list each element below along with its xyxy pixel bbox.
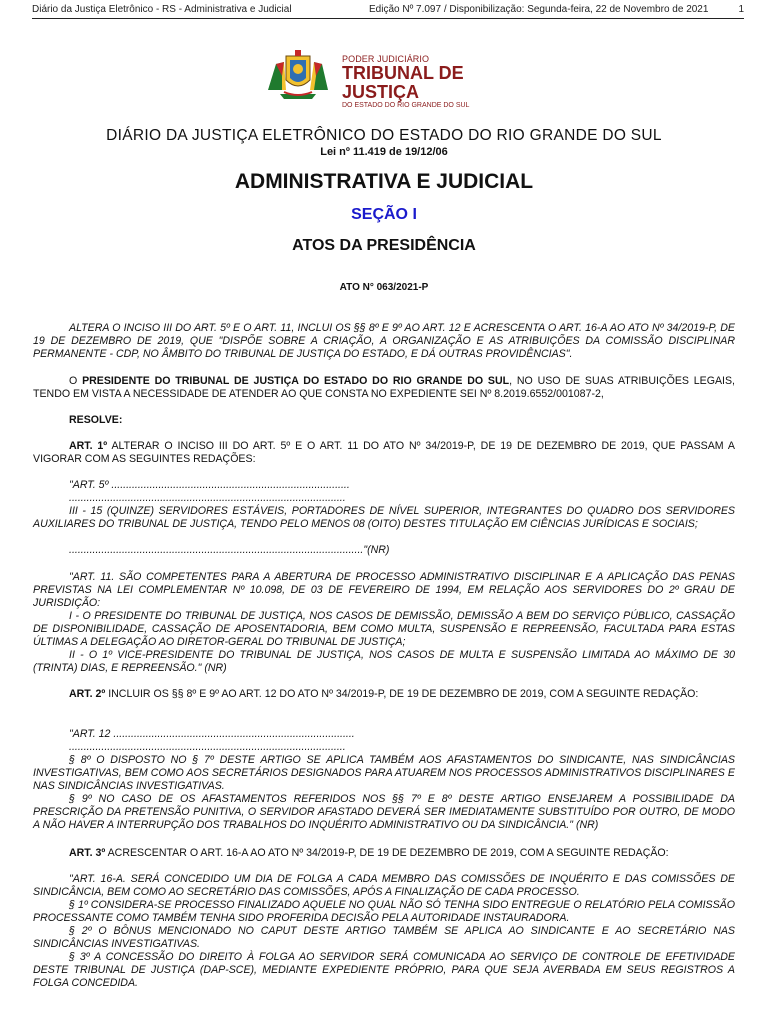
logo-text <box>342 54 522 109</box>
art5-end: ...................................................................................................."(NR) <box>69 544 390 556</box>
page-number: 1 <box>738 4 744 15</box>
diario-title: DIÁRIO DA JUSTIÇA ELETRÔNICO DO ESTADO DO RIO GRANDE DO SUL <box>106 127 662 144</box>
art16a-paragraph-1: § 1º CONSIDERA-SE PROCESSO FINALIZADO AQUELE NO QUAL NÃO SÓ TENHA SIDO ENTREGUE O RELATÓRIO PELA COMISSÃO PROCESSANTE COMO TAMBÉM TENHA SIDO PROFERIDA DECISÃO PELA AUTORIDADE INSTAURADORA. <box>33 899 735 924</box>
ementa-paragraph: ALTERA O INCISO III DO ART. 5º E O ART. 11, INCLUI OS §§ 8º E 9º AO ART. 12 E ACRESCENTA O ART. 16-A AO ATO Nº 34/2019-P, DE 19 DE DEZEMBRO DE 2019, QUE "DISPÕE SOBRE A CRIAÇÃO, A ORGANIZAÇÃO E AS ATRIBUIÇÕES DA COMISSÃO DISCIPLINAR PERMANENTE - CDP, NO ÂMBITO DO TRIBUNAL DE JUSTIÇA DO ESTADO, E DÁ OUTRAS PROVIDÊNCIAS". <box>33 322 735 360</box>
presidente-paragraph <box>33 375 735 401</box>
art1-paragraph <box>33 440 735 466</box>
art2-label: ART. 2º <box>69 688 106 700</box>
logo-line-2: TRIBUNAL DE JUSTIÇA <box>342 63 464 102</box>
edition-info: Edição Nº 7.097 / Disponibilização: Segunda-feira, 22 de Novembro de 2021 <box>369 4 709 15</box>
art16a-paragraph-2: § 2º O BÔNUS MENCIONADO NO CAPUT DESTE ARTIGO TAMBÉM SE APLICA AO SINDICANTE E AO SECRETÁRIO NAS SINDICÂNCIAS INVESTIGATIVAS. <box>33 925 735 950</box>
art1-label: ART. 1º <box>69 440 108 452</box>
journal-name: Diário da Justiça Eletrônico - RS - Administrativa e Judicial <box>32 4 292 15</box>
art3-label: ART. 3º <box>69 847 106 859</box>
art12-line-2: .............................................................................................. <box>69 741 346 753</box>
art1-text: ALTERAR O INCISO III DO ART. 5º E O ART. 11 DO ATO Nº 34/2019-P, DE 19 DE DEZEMBRO DE 2019, QUE PASSAM A VIGORAR COM AS SEGUINTES REDAÇÕES: <box>33 440 735 465</box>
art3-text: ACRESCENTAR O ART. 16-A AO ATO Nº 34/2019-P, DE 19 DE DEZEMBRO DE 2019, COM A SEGUINTE REDAÇÃO: <box>105 847 669 859</box>
running-header <box>32 4 744 18</box>
logo-line-3: DO ESTADO DO RIO GRANDE DO SUL <box>342 102 470 109</box>
art5-line-1: "ART. 5º ................................................................................. <box>69 479 350 491</box>
section-title: SEÇÃO I <box>351 206 417 223</box>
court-logo <box>262 46 522 109</box>
ato-number: ATO N° 063/2021-P <box>339 282 429 293</box>
presidente-title: PRESIDENTE DO TRIBUNAL DE JUSTIÇA DO ESTADO DO RIO GRANDE DO SUL <box>82 375 510 387</box>
art12-paragraph-9: § 9º NO CASO DE OS AFASTAMENTOS REFERIDOS NOS §§ 7º E 8º DESTE ARTIGO ENSEJAREM A POSSIBILIDADE DA PRESCRIÇÃO DA PRETENSÃO PUNITIVA, O SERVIDOR AFASTADO DEVERÁ SER IMEDIATAMENTE SUBSTITUÍDO POR OUTRO, DE MODO A NÃO HAVER A INTERRUPÇÃO DOS TRABALHOS DO INQUÉRITO ADMINISTRATIVO OU DA SINDICÂNCIA." (NR) <box>33 793 735 831</box>
header-rule <box>32 18 744 19</box>
presidente-o: O <box>69 375 83 387</box>
art5-inciso-iii: III - 15 (QUINZE) SERVIDORES ESTÁVEIS, PORTADORES DE NÍVEL SUPERIOR, INTEGRANTES DO QUADRO DOS SERVIDORES AUXILIARES DO TRIBUNAL DE JUSTIÇA, TENDO PELO MENOS 08 (OITO) DESTES TITULAÇÃO EM CIÊNCIAS JURÍDICAS E SOCIAIS; <box>33 505 735 530</box>
atos-title: ATOS DA PRESIDÊNCIA <box>292 237 476 254</box>
main-title: ADMINISTRATIVA E JUDICIAL <box>234 170 534 193</box>
art11-caput: "ART. 11. SÃO COMPETENTES PARA A ABERTURA DE PROCESSO ADMINISTRATIVO DISCIPLINAR E A APLICAÇÃO DAS PENAS PREVISTAS NA LEI COMPLEMENTAR Nº 10.098, DE 03 DE FEVEREIRO DE 1994, EM RELAÇÃO AOS SERVIDORES DO 2º GRAU DE JURISDIÇÃO: <box>33 571 735 609</box>
lei-subtitle: Lei nº 11.419 de 19/12/06 <box>320 146 448 158</box>
art5-line-2: .............................................................................................. <box>69 492 346 504</box>
art16a-caput: "ART. 16-A. SERÁ CONCEDIDO UM DIA DE FOLGA A CADA MEMBRO DAS COMISSÕES DE INQUÉRITO E DAS COMISSÕES DE SINDICÂNCIA, BEM COMO AO SECRETÁRIO DAS COMISSÕES, APÓS A FINALIZAÇÃO DE CADA PROCESSO. <box>33 873 735 898</box>
presidente-rest: , NO USO DE SUAS ATRIBUIÇÕES LEGAIS, TENDO EM VISTA A NECESSIDADE DE ATENDER AO QUE CONSTA NO EXPEDIENTE SEI Nº 8.2019.6552/001087-2, <box>33 375 736 400</box>
logo-line-1: PODER JUDICIÁRIO <box>342 54 430 64</box>
art11-inciso-i: I - O PRESIDENTE DO TRIBUNAL DE JUSTIÇA, NOS CASOS DE DEMISSÃO, DEMISSÃO A BEM DO SERVIÇO PÚBLICO, CASSAÇÃO DE DISPONIBILIDADE, CASSAÇÃO DE APOSENTADORIA, BEM COMO MULTA, SUSPENSÃO E REPREENSÃO, FACULTADA PARA ESTAS ÚLTIMAS A DELEGAÇÃO AO DIRETOR-GERAL DO TRIBUNAL DE JUSTIÇA; <box>33 610 735 648</box>
art12-line-1: "ART. 12 .................................................................................. <box>69 728 355 740</box>
art2-text: INCLUIR OS §§ 8º E 9º AO ART. 12 DO ATO Nº 34/2019-P, DE 19 DE DEZEMBRO DE 2019, COM A SEGUINTE REDAÇÃO: <box>105 688 699 700</box>
art3-paragraph <box>33 847 735 860</box>
art2-paragraph <box>33 688 735 701</box>
art11-inciso-ii: II - O 1º VICE-PRESIDENTE DO TRIBUNAL DE JUSTIÇA, NOS CASOS DE MULTA E SUSPENSÃO LIMITADA AO MÁXIMO DE 30 (TRINTA) DIAS, E REPREENSÃO." (NR) <box>33 649 735 674</box>
resolve-label: RESOLVE: <box>69 414 123 426</box>
art12-paragraph-8: § 8º O DISPOSTO NO § 7º DESTE ARTIGO SE APLICA TAMBÉM AOS AFASTAMENTOS DO SINDICANTE, NAS SINDICÂNCIAS INVESTIGATIVAS, BEM COMO AOS SECRETÁRIOS DESIGNADOS PARA ATUAREM NOS PROCESSOS ADMINISTRATIVOS DISCIPLINARES E NAS SINDICÂNCIAS INVESTIGATIVAS. <box>33 754 735 792</box>
art16a-paragraph-3: § 3º A CONCESSÃO DO DIREITO À FOLGA AO SERVIDOR SERÁ COMUNICADA AO SERVIÇO DE CONTROLE DE EFETIVIDADE DESTE TRIBUNAL DE JUSTIÇA (DAP-SCE), MEDIANTE EXPEDIENTE PRÓPRIO, PARA QUE SEJA AVERBADA EM SEUS REGISTROS A FOLGA CONCEDIDA. <box>33 951 735 989</box>
coat-of-arms-icon <box>262 46 334 102</box>
